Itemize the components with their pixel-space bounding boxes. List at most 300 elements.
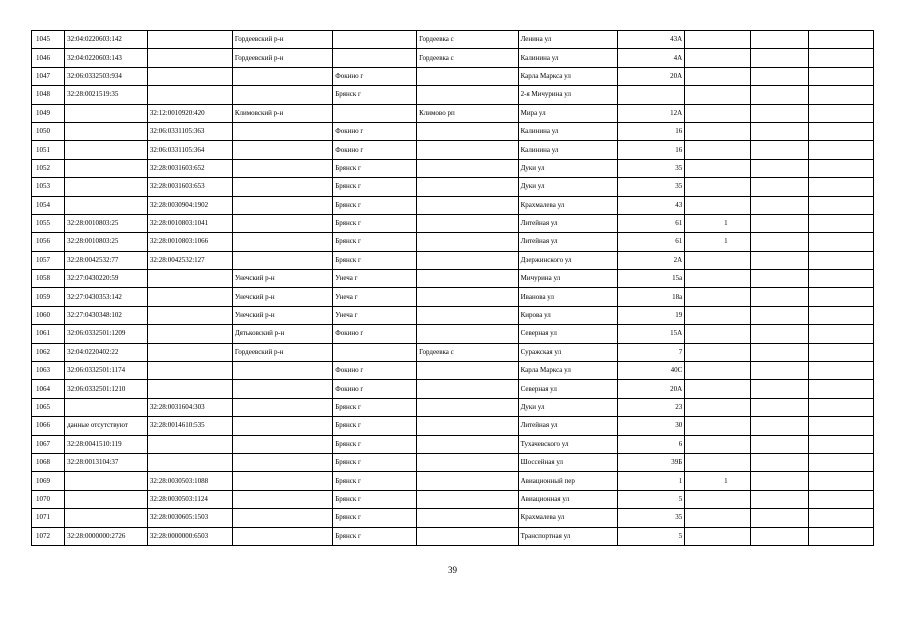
house-number-cell: 35 [617,159,684,177]
cadastral-number-cell: 32:04:0220603:142 [65,31,148,49]
empty-cell [751,86,808,104]
street-cell: Мичурина ул [518,270,617,288]
city-cell: Брянск г [333,214,417,232]
flag-cell [685,490,751,508]
settlement-cell [417,435,519,453]
flag-cell [685,288,751,306]
table-row [32,270,874,288]
object-cadastral-number-cell: 32:28:0014610:535 [147,417,232,435]
empty-cell [751,122,808,140]
city-cell: Брянск г [333,417,417,435]
district-cell: Гордеевский р-н [232,31,332,49]
empty-cell [751,49,808,67]
table-row [32,122,874,140]
city-cell: Брянск г [333,509,417,527]
empty-cell [751,343,808,361]
cadastral-number-cell: 32:06:0332501:1210 [65,380,148,398]
table-row [32,362,874,380]
address-table [31,30,874,546]
city-cell: Фокино г [333,380,417,398]
cadastral-number-cell: данные отсутствуют [65,417,148,435]
city-cell [333,49,417,67]
city-cell: Брянск г [333,233,417,251]
empty-cell [808,270,873,288]
settlement-cell [417,122,519,140]
flag-cell: 1 [685,214,751,232]
cadastral-number-cell [65,490,148,508]
cadastral-number-cell: 32:06:0332503:934 [65,67,148,85]
row-number: 1056 [32,233,65,251]
house-number-cell: 16 [617,122,684,140]
settlement-cell [417,362,519,380]
cadastral-number-cell: 32:06:0332501:1174 [65,362,148,380]
object-cadastral-number-cell: 32:12:0010920:420 [147,104,232,122]
flag-cell [685,196,751,214]
settlement-cell [417,159,519,177]
settlement-cell [417,141,519,159]
object-cadastral-number-cell [147,288,232,306]
cadastral-number-cell: 32:28:0010803:25 [65,233,148,251]
street-cell: Суражская ул [518,343,617,361]
object-cadastral-number-cell: 32:28:0010803:1066 [147,233,232,251]
street-cell: Авиационная ул [518,490,617,508]
settlement-cell [417,251,519,269]
empty-cell [751,31,808,49]
cadastral-number-cell: 32:27:0430353:142 [65,288,148,306]
empty-cell [808,122,873,140]
object-cadastral-number-cell [147,270,232,288]
city-cell: Брянск г [333,435,417,453]
district-cell [232,86,332,104]
district-cell [232,214,332,232]
empty-cell [808,362,873,380]
row-number: 1057 [32,251,65,269]
object-cadastral-number-cell [147,380,232,398]
flag-cell [685,67,751,85]
row-number: 1051 [32,141,65,159]
flag-cell [685,306,751,324]
table-row [32,178,874,196]
empty-cell [751,141,808,159]
cadastral-number-cell [65,509,148,527]
house-number-cell: 20А [617,380,684,398]
row-number: 1045 [32,31,65,49]
empty-cell [751,435,808,453]
table-row [32,435,874,453]
settlement-cell [417,509,519,527]
city-cell: Брянск г [333,86,417,104]
street-cell: Дуки ул [518,159,617,177]
empty-cell [808,472,873,490]
table-row [32,527,874,545]
street-cell: Иванова ул [518,288,617,306]
empty-cell [751,380,808,398]
cadastral-number-cell: 32:04:0220603:143 [65,49,148,67]
settlement-cell [417,472,519,490]
object-cadastral-number-cell: 32:28:0030904:1902 [147,196,232,214]
cadastral-number-cell: 32:28:0042532:77 [65,251,148,269]
row-number: 1065 [32,398,65,416]
district-cell [232,122,332,140]
object-cadastral-number-cell [147,435,232,453]
city-cell: Фокино г [333,67,417,85]
flag-cell [685,178,751,196]
empty-cell [751,398,808,416]
row-number: 1064 [32,380,65,398]
settlement-cell [417,288,519,306]
cadastral-number-cell [65,196,148,214]
empty-cell [751,472,808,490]
table-body [32,31,874,546]
cadastral-number-cell: 32:27:0430220:59 [65,270,148,288]
district-cell [232,196,332,214]
city-cell [333,31,417,49]
flag-cell [685,122,751,140]
object-cadastral-number-cell [147,49,232,67]
table-row [32,104,874,122]
house-number-cell: 15а [617,270,684,288]
row-number: 1054 [32,196,65,214]
city-cell: Брянск г [333,472,417,490]
city-cell: Фокино г [333,362,417,380]
object-cadastral-number-cell: 32:28:0010803:1041 [147,214,232,232]
row-number: 1048 [32,86,65,104]
table-row [32,490,874,508]
row-number: 1060 [32,306,65,324]
flag-cell [685,86,751,104]
house-number-cell: 19 [617,306,684,324]
settlement-cell [417,86,519,104]
empty-cell [808,251,873,269]
city-cell: Брянск г [333,159,417,177]
flag-cell [685,435,751,453]
page-number: 39 [448,565,457,575]
house-number-cell: 61 [617,233,684,251]
settlement-cell [417,178,519,196]
row-number: 1050 [32,122,65,140]
street-cell: Калинина ул [518,141,617,159]
cadastral-number-cell [65,178,148,196]
empty-cell [751,178,808,196]
flag-cell [685,270,751,288]
object-cadastral-number-cell [147,31,232,49]
street-cell: Дзержинского ул [518,251,617,269]
table-row [32,288,874,306]
house-number-cell: 5 [617,527,684,545]
house-number-cell: 7 [617,343,684,361]
city-cell [333,343,417,361]
district-cell: Гордеевский р-н [232,49,332,67]
row-number: 1052 [32,159,65,177]
flag-cell: 1 [685,472,751,490]
district-cell: Гордеевский р-н [232,343,332,361]
object-cadastral-number-cell [147,343,232,361]
table-row [32,398,874,416]
district-cell: Унечский р-н [232,270,332,288]
table-row [32,196,874,214]
empty-cell [808,159,873,177]
house-number-cell: 20А [617,67,684,85]
empty-cell [808,490,873,508]
cadastral-number-cell: 32:28:0000000:2726 [65,527,148,545]
empty-cell [751,233,808,251]
street-cell: Карла Маркса ул [518,67,617,85]
empty-cell [751,196,808,214]
house-number-cell: 2А [617,251,684,269]
table-row [32,325,874,343]
street-cell: Авиационный пер [518,472,617,490]
empty-cell [751,362,808,380]
settlement-cell [417,380,519,398]
settlement-cell: Гордеевка с [417,49,519,67]
street-cell: Литейная ул [518,214,617,232]
settlement-cell [417,270,519,288]
city-cell: Брянск г [333,196,417,214]
cadastral-number-cell: 32:28:0041510:119 [65,435,148,453]
house-number-cell: 5 [617,490,684,508]
settlement-cell [417,527,519,545]
flag-cell [685,380,751,398]
flag-cell [685,509,751,527]
house-number-cell: 12А [617,104,684,122]
object-cadastral-number-cell [147,453,232,471]
cadastral-number-cell [65,141,148,159]
object-cadastral-number-cell [147,362,232,380]
flag-cell [685,104,751,122]
row-number: 1055 [32,214,65,232]
district-cell [232,509,332,527]
empty-cell [808,435,873,453]
cadastral-number-cell [65,104,148,122]
district-cell [232,527,332,545]
house-number-cell: 4А [617,49,684,67]
row-number: 1049 [32,104,65,122]
object-cadastral-number-cell: 32:28:0000000:6503 [147,527,232,545]
house-number-cell: 40С [617,362,684,380]
table-row [32,251,874,269]
street-cell: Калинина ул [518,49,617,67]
district-cell: Климовский р-н [232,104,332,122]
district-cell [232,453,332,471]
table-row [32,233,874,251]
settlement-cell [417,398,519,416]
district-cell [232,490,332,508]
row-number: 1059 [32,288,65,306]
empty-cell [808,325,873,343]
flag-cell [685,398,751,416]
empty-cell [751,104,808,122]
row-number: 1071 [32,509,65,527]
flag-cell [685,159,751,177]
street-cell: Карла Маркса ул [518,362,617,380]
table-row [32,417,874,435]
house-number-cell: 15А [617,325,684,343]
district-cell [232,380,332,398]
city-cell: Унеча г [333,288,417,306]
district-cell [232,398,332,416]
object-cadastral-number-cell: 32:28:0030503:1088 [147,472,232,490]
house-number-cell: 23 [617,398,684,416]
district-cell: Унечский р-н [232,306,332,324]
row-number: 1063 [32,362,65,380]
empty-cell [808,214,873,232]
row-number: 1067 [32,435,65,453]
table-row [32,214,874,232]
document-page [31,30,874,546]
flag-cell [685,343,751,361]
city-cell: Фокино г [333,325,417,343]
table-row [32,159,874,177]
street-cell: Северная ул [518,325,617,343]
row-number: 1061 [32,325,65,343]
settlement-cell [417,453,519,471]
cadastral-number-cell: 32:06:0332501:1209 [65,325,148,343]
settlement-cell [417,233,519,251]
cadastral-number-cell: 32:28:0010803:25 [65,214,148,232]
empty-cell [751,527,808,545]
flag-cell [685,527,751,545]
district-cell: Дятьковский р-н [232,325,332,343]
empty-cell [808,86,873,104]
city-cell: Брянск г [333,398,417,416]
city-cell: Унеча г [333,270,417,288]
empty-cell [808,527,873,545]
settlement-cell: Гордеевка с [417,343,519,361]
street-cell: Дуки ул [518,178,617,196]
district-cell [232,251,332,269]
city-cell: Фокино г [333,122,417,140]
city-cell: Унеча г [333,306,417,324]
table-row [32,31,874,49]
house-number-cell: 6 [617,435,684,453]
table-row [32,453,874,471]
settlement-cell [417,490,519,508]
empty-cell [808,343,873,361]
district-cell [232,141,332,159]
cadastral-number-cell: 32:04:0220402:22 [65,343,148,361]
empty-cell [751,159,808,177]
table-row [32,86,874,104]
empty-cell [751,417,808,435]
house-number-cell: 30 [617,417,684,435]
table-row [32,67,874,85]
empty-cell [808,49,873,67]
house-number-cell: 35 [617,509,684,527]
house-number-cell: 43 [617,196,684,214]
house-number-cell: 35 [617,178,684,196]
city-cell: Брянск г [333,453,417,471]
city-cell: Брянск г [333,490,417,508]
object-cadastral-number-cell: 32:28:0030605:1503 [147,509,232,527]
empty-cell [808,233,873,251]
flag-cell: 1 [685,233,751,251]
table-row [32,49,874,67]
object-cadastral-number-cell: 32:06:0331105:364 [147,141,232,159]
object-cadastral-number-cell: 32:06:0331105:363 [147,122,232,140]
empty-cell [808,67,873,85]
house-number-cell: 1 [617,472,684,490]
object-cadastral-number-cell [147,306,232,324]
settlement-cell: Климово рп [417,104,519,122]
street-cell: Дуки ул [518,398,617,416]
district-cell: Унечский р-н [232,288,332,306]
city-cell: Брянск г [333,178,417,196]
city-cell: Фокино г [333,141,417,159]
street-cell: Тухачевского ул [518,435,617,453]
city-cell: Брянск г [333,251,417,269]
empty-cell [751,453,808,471]
empty-cell [808,509,873,527]
empty-cell [808,417,873,435]
street-cell: Литейная ул [518,233,617,251]
row-number: 1062 [32,343,65,361]
district-cell [232,362,332,380]
settlement-cell [417,325,519,343]
flag-cell [685,251,751,269]
object-cadastral-number-cell [147,325,232,343]
object-cadastral-number-cell [147,86,232,104]
house-number-cell: 18а [617,288,684,306]
district-cell [232,233,332,251]
cadastral-number-cell [65,398,148,416]
table-row [32,343,874,361]
empty-cell [751,270,808,288]
table-row [32,472,874,490]
flag-cell [685,141,751,159]
cadastral-number-cell: 32:27:0430348:102 [65,306,148,324]
empty-cell [751,214,808,232]
empty-cell [808,453,873,471]
street-cell: Крахмалева ул [518,509,617,527]
empty-cell [751,288,808,306]
empty-cell [808,104,873,122]
row-number: 1053 [32,178,65,196]
street-cell: Крахмалева ул [518,196,617,214]
settlement-cell [417,196,519,214]
flag-cell [685,362,751,380]
city-cell [333,104,417,122]
row-number: 1068 [32,453,65,471]
street-cell: Кирова ул [518,306,617,324]
cadastral-number-cell [65,472,148,490]
row-number: 1046 [32,49,65,67]
district-cell [232,178,332,196]
empty-cell [808,196,873,214]
cadastral-number-cell: 32:28:0021519:35 [65,86,148,104]
empty-cell [751,67,808,85]
empty-cell [751,325,808,343]
street-cell: Калинина ул [518,122,617,140]
object-cadastral-number-cell: 32:28:0030503:1124 [147,490,232,508]
street-cell: Литейная ул [518,417,617,435]
empty-cell [808,398,873,416]
flag-cell [685,417,751,435]
house-number-cell: 39Б [617,453,684,471]
row-number: 1070 [32,490,65,508]
settlement-cell [417,306,519,324]
empty-cell [808,141,873,159]
district-cell [232,417,332,435]
district-cell [232,159,332,177]
district-cell [232,472,332,490]
row-number: 1069 [32,472,65,490]
table-row [32,141,874,159]
cadastral-number-cell: 32:28:0013104:37 [65,453,148,471]
house-number-cell: 16 [617,141,684,159]
cadastral-number-cell [65,159,148,177]
empty-cell [808,31,873,49]
district-cell [232,435,332,453]
